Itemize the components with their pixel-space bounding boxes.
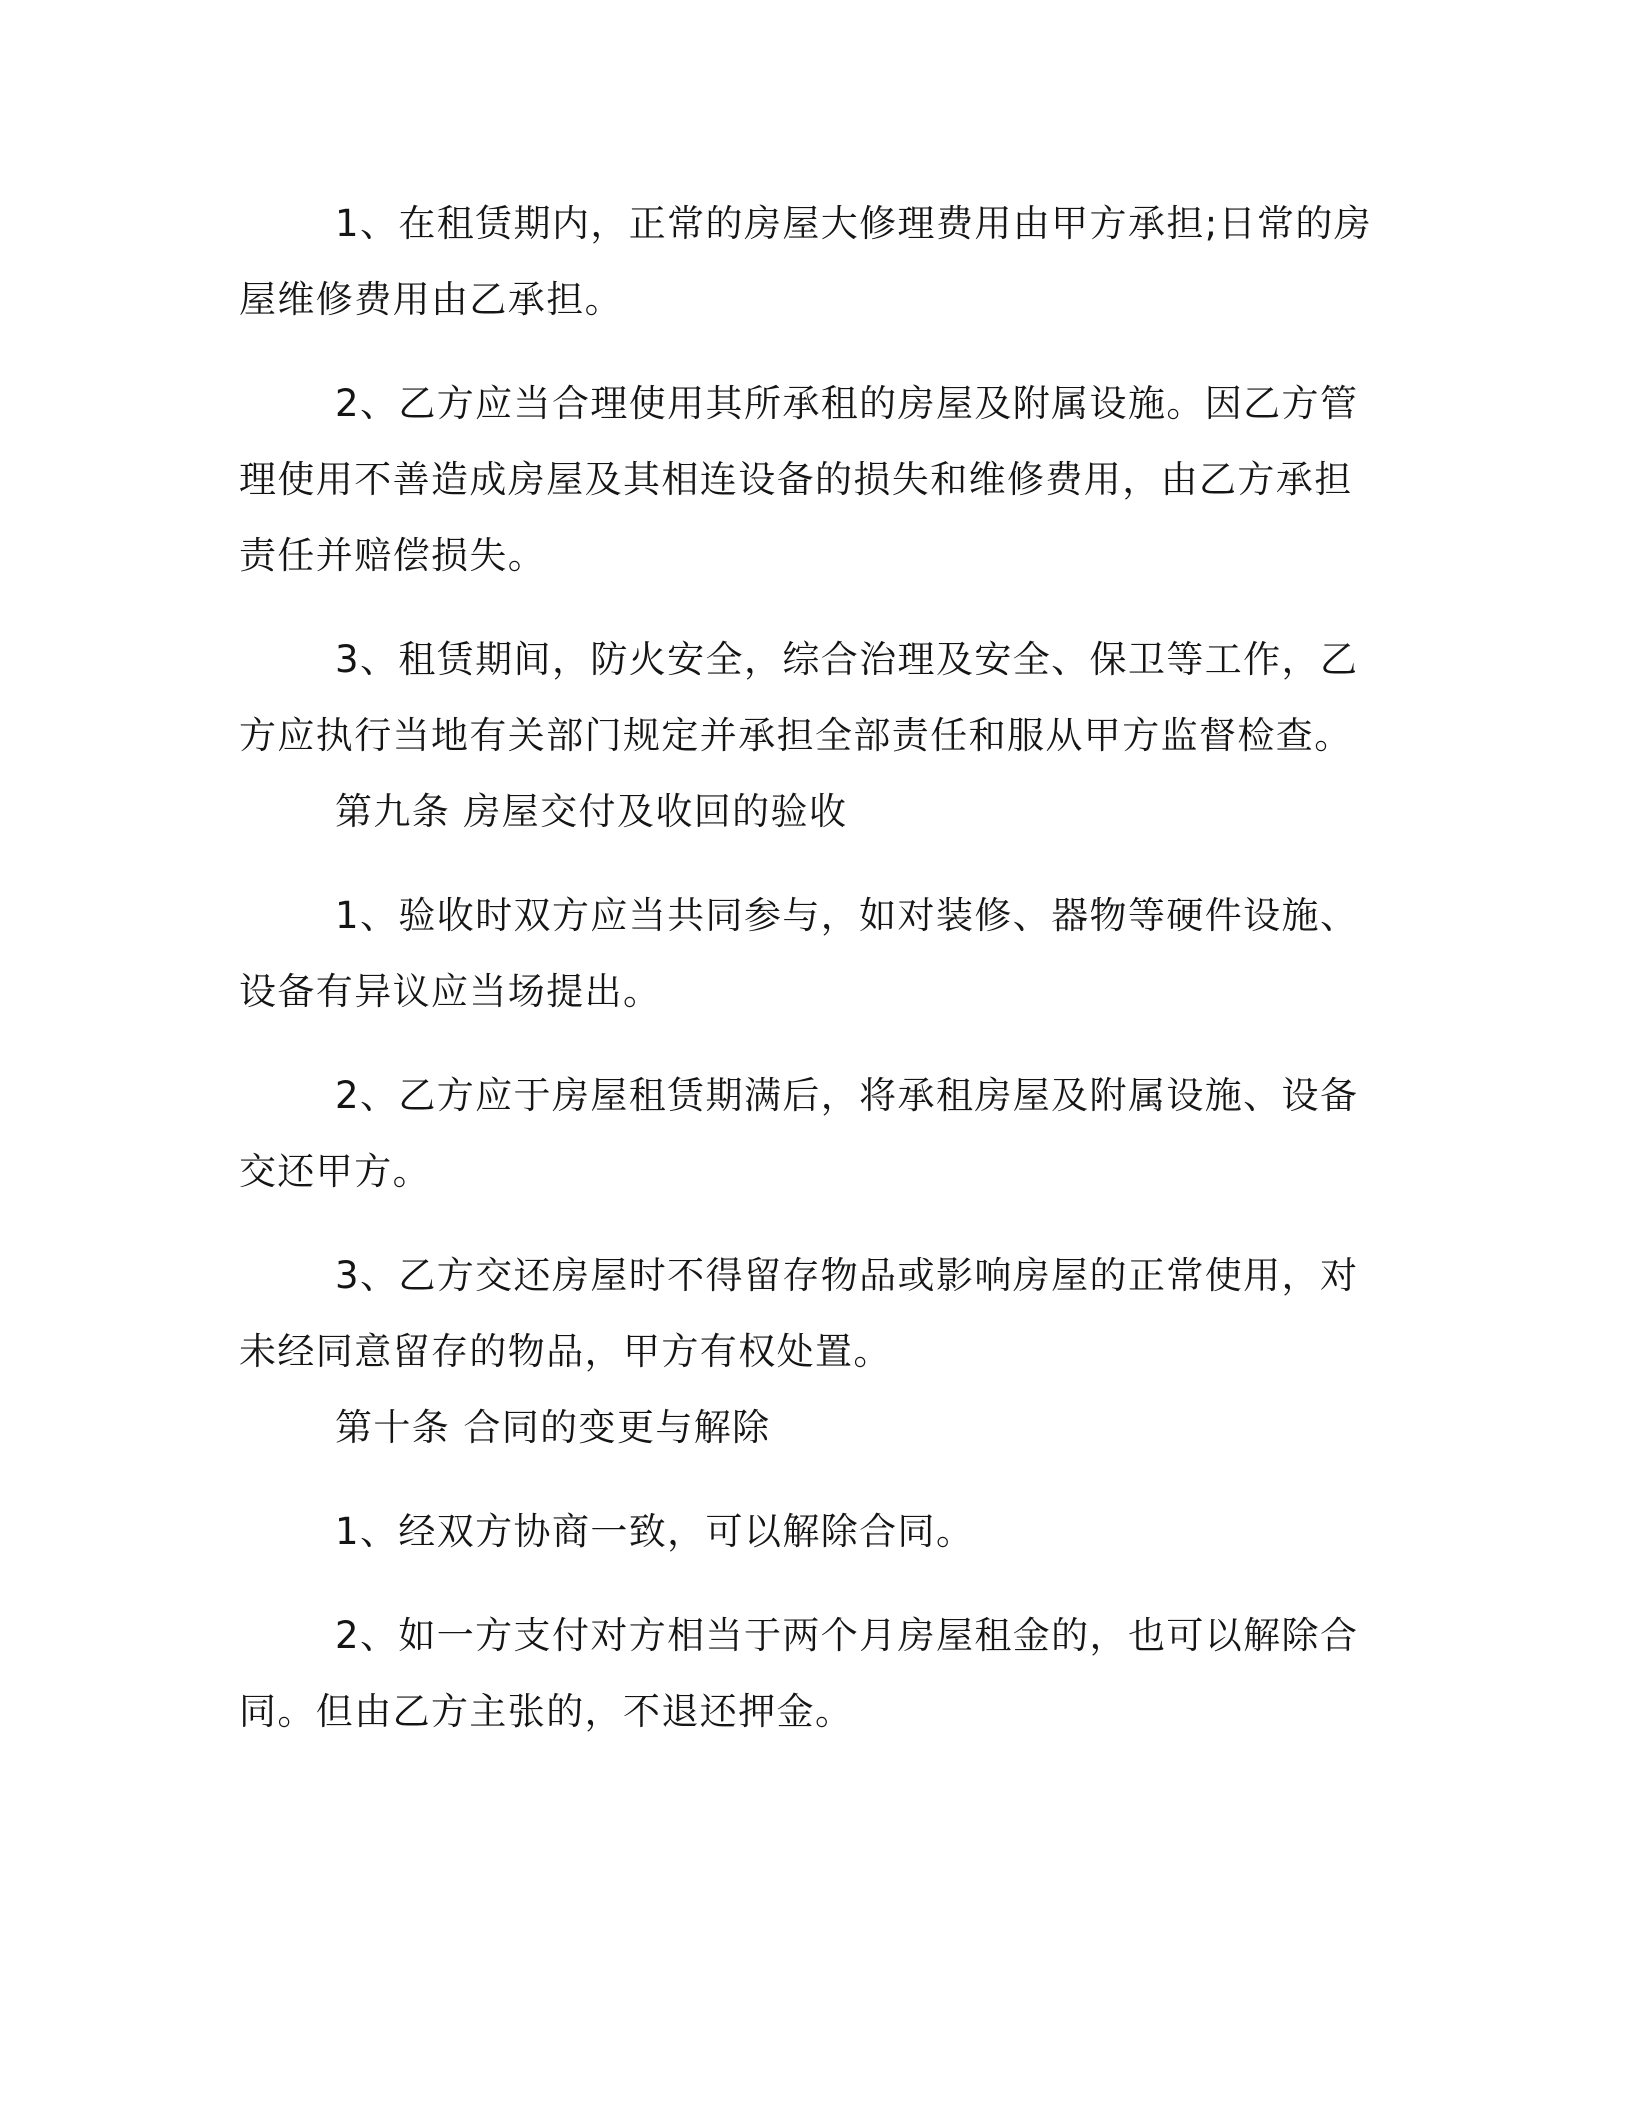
clause-paragraph: 2、如一方支付对方相当于两个月房屋租金的，也可以解除合同。但由乙方主张的，不退还押金。	[239, 1614, 1359, 1733]
article-heading: 第十条 合同的变更与解除	[335, 1406, 771, 1449]
clause-paragraph: 2、乙方应于房屋租赁期满后，将承租房屋及附属设施、设备交还甲方。	[239, 1074, 1359, 1193]
clause-paragraph: 3、乙方交还房屋时不得留存物品或影响房屋的正常使用，对未经同意留存的物品，甲方有权处置。	[239, 1254, 1359, 1373]
article-heading: 第九条 房屋交付及收回的验收	[335, 790, 848, 833]
document-body	[239, 186, 1384, 1750]
clause-paragraph: 3、租赁期间，防火安全，综合治理及安全、保卫等工作，乙方应执行当地有关部门规定并承担全部责任和服从甲方监督检查。	[239, 638, 1359, 757]
clause-paragraph: 2、乙方应当合理使用其所承租的房屋及附属设施。因乙方管理使用不善造成房屋及其相连设备的损失和维修费用，由乙方承担责任并赔偿损失。	[239, 382, 1359, 577]
clause-paragraph: 1、在租赁期内，正常的房屋大修理费用由甲方承担;日常的房屋维修费用由乙承担。	[239, 202, 1373, 321]
clause-paragraph: 1、验收时双方应当共同参与，如对装修、器物等硬件设施、设备有异议应当场提出。	[239, 894, 1359, 1013]
clause-paragraph: 1、经双方协商一致，可以解除合同。	[335, 1510, 975, 1553]
